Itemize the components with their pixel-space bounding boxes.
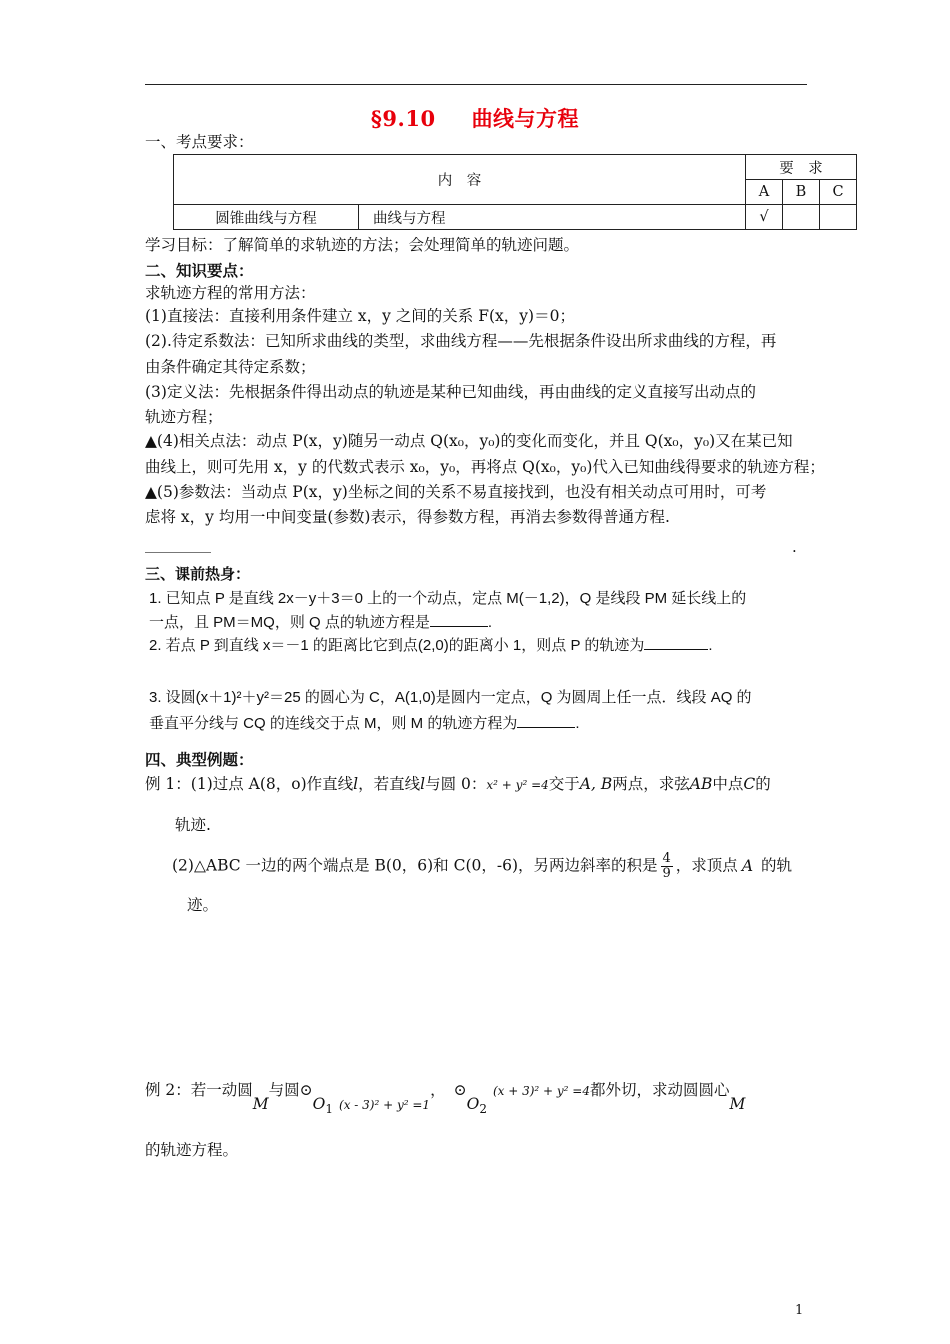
ex1-chord: AB: [689, 775, 713, 793]
level-a: A: [746, 180, 783, 205]
ex2-circle-m: M: [252, 1095, 269, 1113]
method-3-line2: 轨迹方程；: [145, 408, 223, 426]
ex1-text-e: 两点，求弦: [612, 775, 690, 793]
section3-heading: 三、课前热身：: [145, 566, 251, 583]
ex1-point-c: C: [743, 775, 756, 793]
warmup-2-text: 2. 若点 P 到直线 x＝－1 的距离比它到点(2,0)的距离小 1，则点 P 的轨迹为: [149, 637, 645, 654]
warmup-2: [149, 635, 713, 656]
method-2-line2: 由条件确定其待定系数；: [145, 358, 316, 376]
example2-line2: 的轨迹方程。: [145, 1141, 239, 1159]
warmup-3-period: .: [575, 715, 580, 732]
ex1-text-g: 的: [755, 775, 771, 793]
level-c: C: [820, 180, 857, 205]
table-cell-topic: 圆锥曲线与方程: [174, 205, 359, 230]
level-b: B: [783, 180, 820, 205]
ex1p2-text-b: ，求顶点: [675, 856, 738, 875]
example1-part2-line2: 迹。: [187, 896, 219, 914]
section4-heading: 四、典型例题：: [145, 750, 254, 769]
warmup-3-text: 垂直平分线与 CQ 的连线交于点 M，则 M 的轨迹方程为: [149, 715, 518, 732]
ex2-equation-2: (x + 3)² + y² =4: [492, 1084, 590, 1098]
warmup-1-period: .: [487, 614, 493, 631]
methods-intro: 求轨迹方程的常用方法：: [145, 284, 316, 302]
ex1-points-ab: A, B: [579, 775, 613, 793]
method-3-line1: (3)定义法：先根据条件得出动点的轨迹是某种已知曲线，再由曲线的定义直接写出动点的: [145, 383, 756, 401]
ex1p2-vertex: A: [741, 856, 754, 875]
section1-heading: 一、考点要求：: [145, 133, 254, 151]
ex2-o2-sub: 2: [479, 1102, 487, 1116]
method-2-line1: (2).待定系数法：已知所求曲线的类型，求曲线方程——先根据条件设出所求曲线的方程，再: [145, 332, 777, 350]
method-5-line1: ▲(5)参数法：当动点 P(x，y)坐标之间的关系不易直接找到，也没有相关动点可用时，可考: [145, 483, 767, 501]
ex2-o2: O: [466, 1095, 480, 1113]
warmup-3-line1: 3. 设圆(x＋1)²＋y²＝25 的圆心为 C，A(1,0)是圆内一定点，Q 为圆周上任一点．线段 AQ 的: [149, 689, 752, 706]
warmup-2-period: .: [708, 637, 713, 654]
ex2-equation-1: (x - 3)² + y² =1: [339, 1098, 431, 1112]
title-name: 曲线与方程: [471, 106, 580, 131]
fraction-numerator: 4: [662, 851, 671, 866]
table-cell-empty-b: [783, 205, 820, 230]
answer-blank-2[interactable]: [644, 635, 708, 650]
ex2-circle-symbol: ⊙: [453, 1081, 467, 1099]
ex1-text-d: 交于: [548, 775, 580, 793]
example1-part2: [172, 852, 792, 881]
requirements-table: [173, 154, 857, 230]
ex2-text-c: 都外切，求动圆圆心: [590, 1081, 730, 1099]
method-4-line2: 曲线上，则可先用 x，y 的代数式表示 x₀，y₀，再将点 Q(x₀，y₀)代入已知曲线得要求的轨迹方程；: [145, 458, 825, 476]
page-title: [0, 103, 950, 133]
ex1-text-a: 例 1：(1)过点 A(8，o)作直线: [145, 775, 354, 793]
method-1: (1)直接法：直接利用条件建立 x，y 之间的关系 F(x，y)＝0；: [145, 307, 575, 325]
ex1-text-b: ，若直线: [358, 775, 421, 793]
method-4-line1: ▲(4)相关点法：动点 P(x，y)随另一动点 Q(x₀，y₀)的变化而变化，并且 Q(x₀，y₀)又在某已知: [145, 432, 793, 450]
page-number: 1: [795, 1303, 804, 1318]
ex2-comma: ，: [430, 1081, 446, 1099]
ex1-line-l: l: [353, 775, 359, 793]
warmup-1-line1: 1. 已知点 P 是直线 2x－y＋3＝0 上的一个动点，定点 M(－1,2)，Q 是线段 PM 延长线上的: [149, 590, 747, 607]
ex1-line-l-2: l: [420, 775, 426, 793]
table-cell-empty-c: [820, 205, 857, 230]
ex2-center-m: M: [729, 1095, 746, 1113]
separator-rule: [145, 552, 211, 553]
top-rule: [145, 84, 807, 85]
answer-blank-3[interactable]: [517, 713, 575, 728]
section2-heading: 二、知识要点：: [145, 261, 254, 280]
answer-blank-1[interactable]: [430, 612, 488, 627]
learning-goal: 学习目标：了解简单的求轨迹的方法；会处理简单的轨迹问题。: [145, 236, 580, 254]
slope-product-fraction: [661, 852, 673, 881]
fraction-denominator: 9: [662, 866, 671, 881]
warmup-1-line2: [149, 612, 492, 633]
ex2-o1: O: [312, 1095, 326, 1113]
warmup-3-line2: [149, 713, 580, 734]
stray-dot: .: [792, 538, 797, 556]
warmup-1-text: 一点，且 PM＝MQ，则 Q 点的轨迹方程是: [149, 614, 430, 631]
section-number: §9.10: [370, 106, 436, 131]
requirement-header: 要 求: [746, 155, 857, 180]
ex2-text-a: 例 2：若一动圆: [145, 1081, 253, 1099]
ex1p2-text-a: (2)△ABC 一边的两个端点是 B(0，6)和 C(0，-6)，另两边斜率的积是: [172, 856, 658, 875]
ex2-o1-sub: 1: [325, 1102, 334, 1116]
example2-line1: [145, 1080, 746, 1116]
ex1-circle-equation: x² + y² =4: [486, 778, 549, 792]
table-cell-subtopic: 曲线与方程: [359, 205, 746, 230]
ex1-text-f: 中点: [712, 775, 744, 793]
ex2-text-b: 与圆⊙: [268, 1081, 313, 1099]
example1-part1-line2: 轨迹.: [175, 816, 211, 834]
ex1-text-c: 与圆 0：: [425, 775, 487, 793]
content-header: 内 容: [174, 155, 746, 205]
table-cell-mark: √: [746, 205, 783, 230]
ex1p2-text-c: 的轨: [761, 856, 793, 875]
example1-part1: [145, 774, 771, 795]
method-5-line2: 虑将 x，y 均用一中间变量(参数)表示，得参数方程，再消去参数得普通方程.: [145, 508, 670, 526]
